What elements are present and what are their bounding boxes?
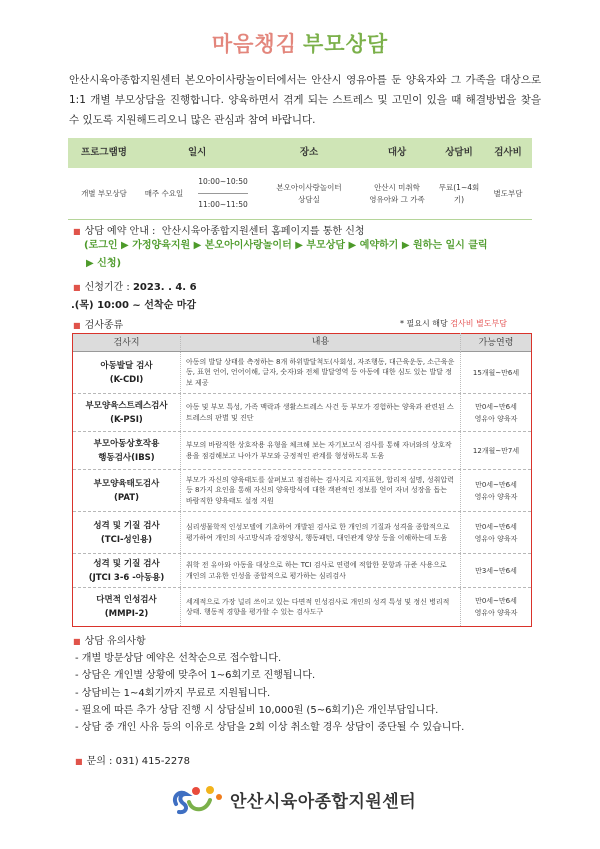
tests-fee-note: * 필요시 해당 검사비 별도부담 [400, 319, 507, 328]
list-item: - 상담 중 개인 사유 등의 이유로 상담을 2회 이상 취소할 경우 상담이 중단될 수 있습니다. [75, 722, 465, 734]
list-item: - 개별 방문상담 예약은 선착순으로 접수합니다. [75, 653, 282, 664]
program-time-1: 10:00~10:50 [198, 177, 248, 186]
footer [170, 782, 416, 816]
program-table-header [68, 138, 532, 168]
tests-table-header [73, 334, 531, 352]
list-item: - 상담비는 1~4회기까지 무료로 지원됩니다. [75, 687, 271, 699]
program-test-fee: 별도부담 [493, 188, 523, 198]
notes-label: ■ 상담 유의사항 [73, 636, 146, 647]
apply-time: .(목) 10:00 ~ 선착순 마감 [71, 300, 197, 311]
bullet-icon: ■ [73, 227, 81, 236]
program-place: 본오아이사랑놀이터 상담실 [276, 182, 342, 204]
header-program-name: 프로그램명 [81, 147, 127, 158]
org-name: 안산시육아종합지원센터 [230, 791, 417, 812]
contact-info: ■ 문의 : 031) 415-2278 [75, 756, 190, 767]
org-logo-icon [170, 782, 226, 816]
table-row: 다면적 인성검사 (MMPI-2) 세계적으로 가장 널리 쓰이고 있는 다면적 인성검사로 개인의 성격 특성 및 정신 병리적 상태. 행동적 경향을 평가할 수 있는 검사도구 만0세~만6세 영유아 양육자 [73, 588, 531, 626]
tests-section-label: ■ 검사종류 [73, 320, 124, 331]
header-test-fee: 검사비 [494, 147, 522, 158]
header-test-age: 가능연령 [478, 337, 514, 348]
table-row: 성격 및 기질 검사 (TCI-성인용) 심리생물학적 인성모델에 기초하여 개발된 검사로 한 개인의 기질과 성격을 종합적으로 평가하여 개인의 사고방식과 감정양식, 행동패턴, 대인관계 양상 등을 이해하는데 도움 만0세~만6세 영유아 양육자 [73, 512, 531, 554]
program-table [68, 138, 532, 220]
header-test-content: 내용 [181, 333, 461, 352]
reservation-path: (로그인 ▶ 가정양육지원 ▶ 본오아이사랑놀이터 ▶ 부모상담 ▶ 예약하기 ▶ 원하는 일시 클릭 [84, 240, 488, 251]
intro-paragraph: 안산시육아종합지원센터 본오아이사랑놀이터에서는 안산시 영유아를 둔 양육자와 그 가족을 대상으로 1:1 개별 부모상담을 진행합니다. 양육하면서 겪게 되는 스트레스 및 고민이 있을 때 해결방법을 찾을 수 있도록 지원해드리오니 많은 관심과 참여 바랍니다. [69, 74, 541, 126]
header-target: 대상 [387, 147, 407, 158]
contact-phone: 031) 415-2278 [115, 756, 190, 767]
header-place: 장소 [299, 147, 319, 158]
apply-period: ■ 신청기간 : 2023. . 4. 6 [73, 282, 197, 293]
program-fee: 무료(1~4회기) [438, 182, 480, 204]
table-row: 부모아동상호작용 행동검사(IBS) 부모의 바람직한 상호작용 유형을 체크해 보는 자기보고식 검사를 통해 자녀와의 상호작용을 점검해보고 나아가 부모와 긍정적인 관계를 형성하도록 도움 12개월~만7세 [73, 432, 531, 470]
reservation-info: ■ 상담 예약 안내 : 안산시육아종합지원센터 홈페이지를 통한 신청 [73, 226, 365, 237]
page-title [0, 28, 600, 58]
title-part2: 부모상담 [303, 32, 389, 56]
tests-table [72, 333, 532, 627]
reservation-method: 안산시육아종합지원센터 홈페이지를 통한 신청 [161, 226, 365, 237]
program-target: 안산시 미취학 영유아와 그 가족 [369, 182, 425, 204]
program-time-2: 11:00~11:50 [198, 200, 248, 209]
bullet-icon: ■ [73, 637, 81, 646]
header-fee: 상담비 [445, 147, 473, 158]
reservation-path-end: ▶ 신청) [86, 258, 122, 269]
table-row: 아동발달 검사 (K-CDI) 아동의 발달 상태를 측정하는 8개 하위발달척도(사회성, 자조행동, 대근육운동, 소근육운동, 표현 언어, 언어이해, 글자, 숫자)와 전체 발달영역 등 아동에 대한 심도 있는 발달 정보 제공 15개월~만6세 [73, 352, 531, 394]
bullet-icon: ■ [73, 321, 81, 330]
program-name: 개별 부모상담 [81, 188, 127, 198]
table-row: 성격 및 기질 검사 (JTCI 3-6 -아동용) 취학 전 유아와 아동을 대상으로 하는 TCI 검사로 연령에 적합한 문항과 규준 사용으로 개인의 고유한 인성을 종합적으로 평가하는 심리검사 만3세~만6세 [73, 554, 531, 588]
header-datetime: 일시 [188, 147, 207, 158]
list-item: - 상담은 개인별 상황에 맞추어 1~6회기로 진행됩니다. [75, 670, 316, 682]
title-part1: 마음챙김 [211, 32, 297, 56]
program-day: 매주 수요일 [144, 188, 184, 198]
bullet-icon: ■ [73, 283, 81, 292]
apply-date: 2023. . 4. 6 [132, 282, 197, 293]
notes-list [75, 650, 464, 736]
program-times [188, 176, 258, 211]
bullet-icon: ■ [75, 757, 83, 766]
divider [198, 193, 248, 194]
header-test-name: 검사지 [73, 336, 181, 350]
program-table-row [68, 168, 532, 220]
list-item: - 필요에 따른 추가 상담 진행 시 상담실비 10,000원 (5~6회기)은 개인부담입니다. [75, 704, 439, 716]
table-row: 부모양육태도검사 (PAT) 부모가 자신의 양육태도를 살펴보고 점검하는 검사지로 지지표현, 합리적 설명, 성취압력 등 8가지 요인을 통해 자신의 양육방식에 대한 객관적인 정보를 얻어 자녀 성장을 돕는 바람직한 양육태도 설정 지원 만0세~만6세 영유아 양육자 [73, 470, 531, 512]
table-row: 부모양육스트레스검사 (K-PSI) 아동 및 부모 특성, 가족 맥락과 생활스트레스 사건 등 부모가 경험하는 양육과 관련된 스트레스의 판별 및 진단 만0세~만6세 영유아 양육자 [73, 394, 531, 432]
